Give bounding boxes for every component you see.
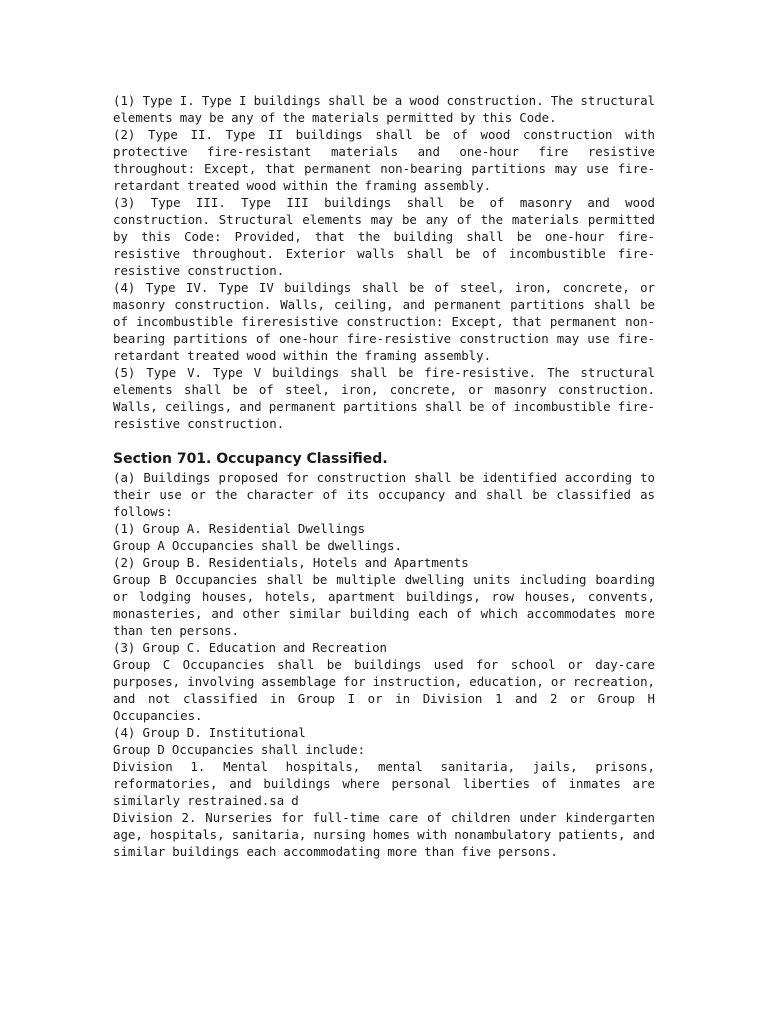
- type-2-paragraph: (2) Type II. Type II buildings shall be of wood construction with protective fire-resistant materials and one-hour fire resistive throughout: Except, that permanent non-bearing partitions may use fire-retardant treated wood within the framing assembly.: [113, 127, 655, 193]
- building-types-list: [113, 92, 655, 432]
- type-4-paragraph: (4) Type IV. Type IV buildings shall be of steel, iron, concrete, or masonry construction. Walls, ceiling, and permanent partitions shall be of incombustible fireresistive construction: Except, that permanent non-bearing partitions of one-hour fire-resistive construction may use fire-retardant treated wood within the framing assembly.: [113, 280, 655, 363]
- group-d-title: (4) Group D. Institutional: [113, 725, 306, 740]
- group-a-text: Group A Occupancies shall be dwellings.: [113, 538, 402, 553]
- document-page: [113, 92, 655, 860]
- division-2-text: Division 2. Nurseries for full-time care of children under kindergarten age, hospitals, sanitaria, nursing homes with nonambulatory patients, and similar buildings each accommodating more than five persons.: [113, 810, 655, 859]
- type-3-paragraph: (3) Type III. Type III buildings shall be of masonry and wood construction. Structural elements may be any of the materials permitted by this Code: Provided, that the building shall be one-hour fire-resistive throughout. Exterior walls shall be of incombustible fire-resistive construction.: [113, 195, 655, 278]
- group-d-intro: Group D Occupancies shall include:: [113, 742, 366, 757]
- group-b-title: (2) Group B. Residentials, Hotels and Apartments: [113, 555, 469, 570]
- section-701-body: [113, 469, 655, 860]
- group-b-text: Group B Occupancies shall be multiple dwelling units including boarding or lodging houses, hotels, apartment buildings, row houses, convents, monasteries, and other similar building each of which accommodates more than ten persons.: [113, 572, 655, 638]
- group-c-title: (3) Group C. Education and Recreation: [113, 640, 388, 655]
- group-a-title: (1) Group A. Residential Dwellings: [113, 521, 366, 536]
- division-1-text: Division 1. Mental hospitals, mental sanitaria, jails, prisons, reformatories, and buildings where personal liberties of inmates are similarly restrained.sa d: [113, 759, 655, 808]
- section-intro-paragraph: (a) Buildings proposed for construction shall be identified according to their use or the character of its occupancy and shall be classified as follows:: [113, 470, 655, 519]
- type-5-paragraph: (5) Type V. Type V buildings shall be fire-resistive. The structural elements shall be of steel, iron, concrete, or masonry construction. Walls, ceilings, and permanent partitions shall be of incombustible fire-resistive construction.: [113, 365, 655, 431]
- group-c-text: Group C Occupancies shall be buildings used for school or day-care purposes, involving assemblage for instruction, education, or recreation, and not classified in Group I or in Division 1 and 2 or Group H Occupancies.: [113, 657, 655, 723]
- section-701-heading: Section 701. Occupancy Classified.: [113, 451, 388, 467]
- type-1-paragraph: (1) Type I. Type I buildings shall be a wood construction. The structural elements may be any of the materials permitted by this Code.: [113, 93, 655, 125]
